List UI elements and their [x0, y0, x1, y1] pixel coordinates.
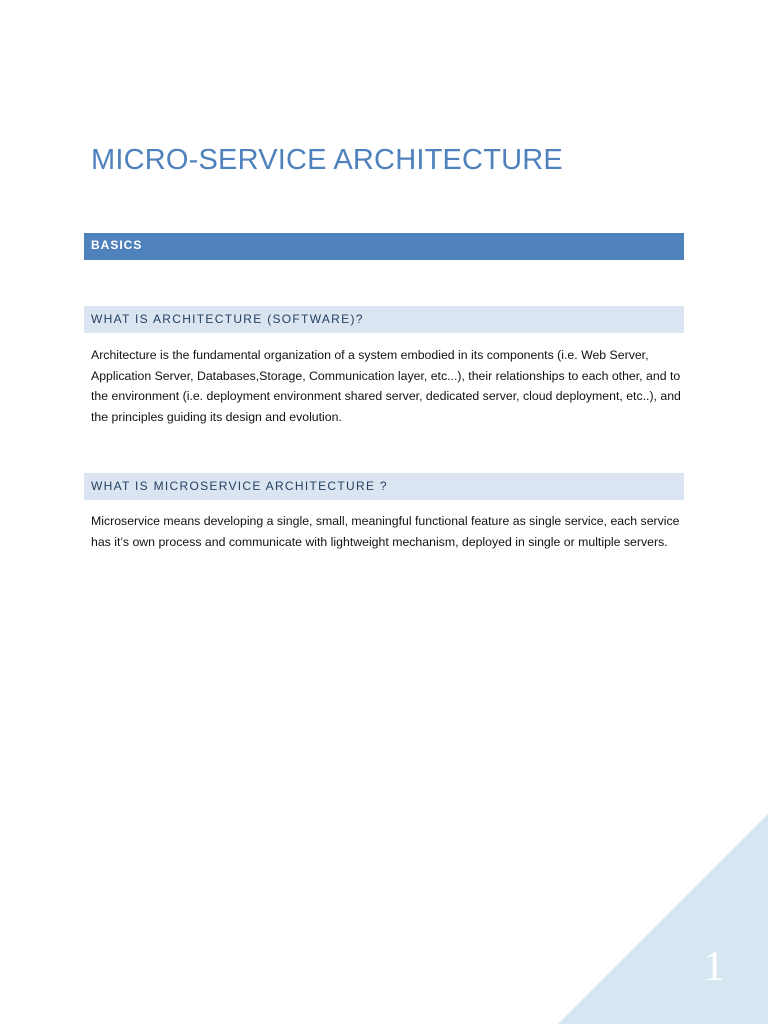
corner-triangle-shape: [558, 814, 768, 1024]
basics-heading-bar: [84, 233, 684, 260]
section-heading-bar-architecture: [84, 306, 684, 333]
section-heading-microservice: WHAT IS MICROSERVICE ARCHITECTURE ?: [91, 479, 388, 493]
section-heading-architecture: WHAT IS ARCHITECTURE (SOFTWARE)?: [91, 312, 364, 326]
page-number: 1: [703, 944, 725, 990]
section-body-architecture: Architecture is the fundamental organization of a system embodied in its components (i.e. Web Server, Application Server, Databases,Storage, Communication layer, etc...), their relationships to each other, and to the environment (i.e. deployment environment shared server, dedicated server, cloud deployment, etc..), and the principles guiding its design and evolution.: [91, 348, 681, 424]
basics-heading: BASICS: [91, 238, 143, 252]
section-heading-bar-microservice: [84, 473, 684, 500]
corner-triangle-decoration: [558, 814, 768, 1024]
document-title: MICRO-SERVICE ARCHITECTURE: [91, 144, 563, 176]
section-body-microservice: Microservice means developing a single, small, meaningful functional feature as single service, each service has it’s own process and communicate with lightweight mechanism, deployed in single or multiple servers.: [91, 514, 680, 549]
